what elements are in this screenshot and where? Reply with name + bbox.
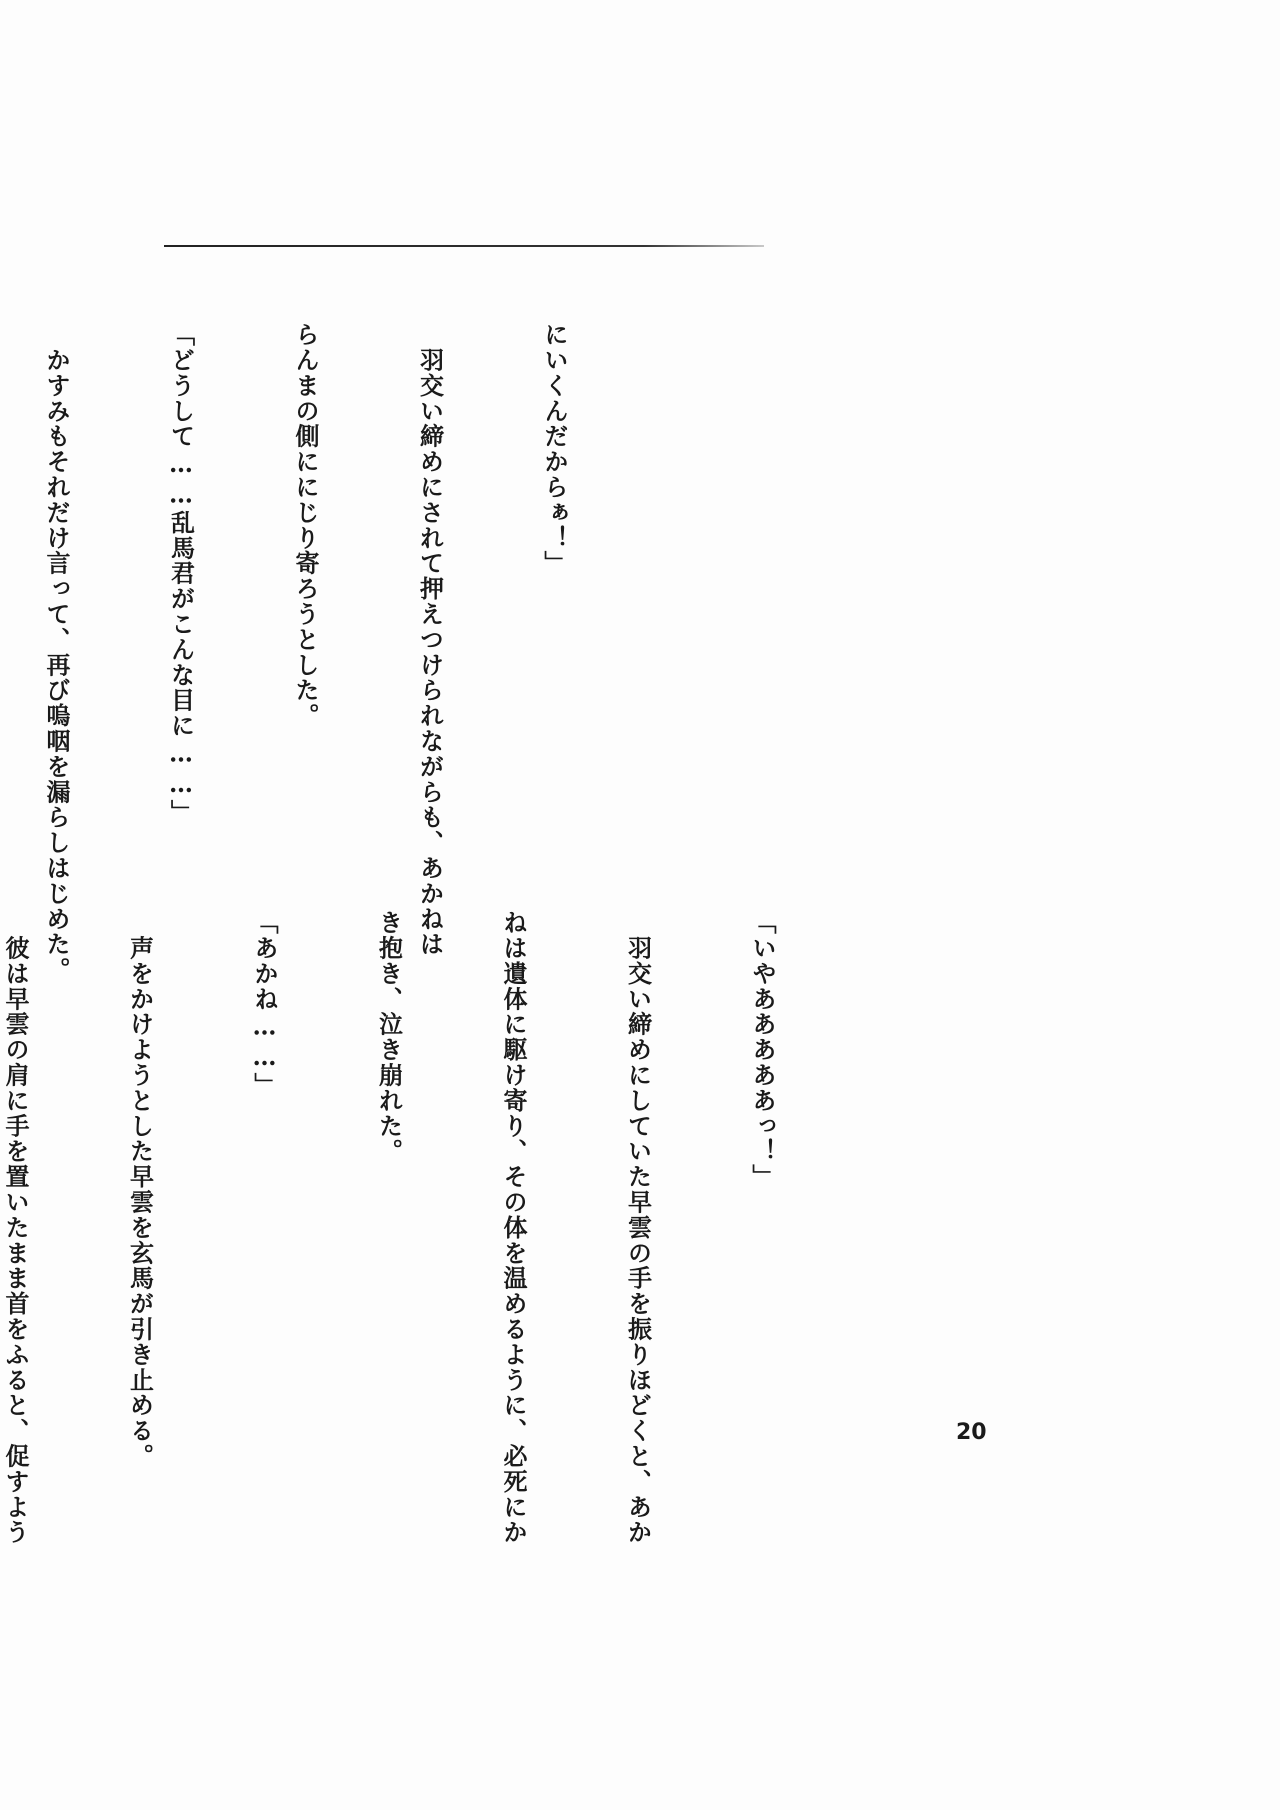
text-line: らんまの側ににじり寄ろうとした。 [291, 322, 320, 729]
text-line: ねは遺体に駆け寄り、その体を温めるように、必死にか [499, 910, 528, 1545]
text-line: かすみもそれだけ言って、再び嗚咽を漏らしはじめた。 [42, 322, 71, 983]
upper-text-block [0, 322, 658, 983]
lower-text-block [0, 910, 866, 1545]
text-line: 「いやあああああっ！」 [748, 910, 777, 1190]
text-line: 彼は早雲の肩に手を置いたまま首をふると、促すよう [1, 910, 30, 1545]
text-line: 「どうして……乱馬君がこんな目に……」 [166, 322, 196, 825]
text-line: き抱き、泣き崩れた。 [374, 910, 404, 1164]
text-line: 羽交い締めにされて押えつけられながらも、あかねは [415, 322, 445, 957]
page-number: 20 [956, 1420, 987, 1445]
text-line: にいくんだからぁ！」 [540, 322, 569, 576]
text-line: 羽交い締めにしていた早雲の手を振りほどくと、あか [623, 910, 653, 1545]
header-rule [164, 245, 764, 247]
text-line: 「あかね……」 [250, 910, 279, 1098]
text-line: 声をかけようとした早雲を玄馬が引き止める。 [125, 910, 155, 1469]
